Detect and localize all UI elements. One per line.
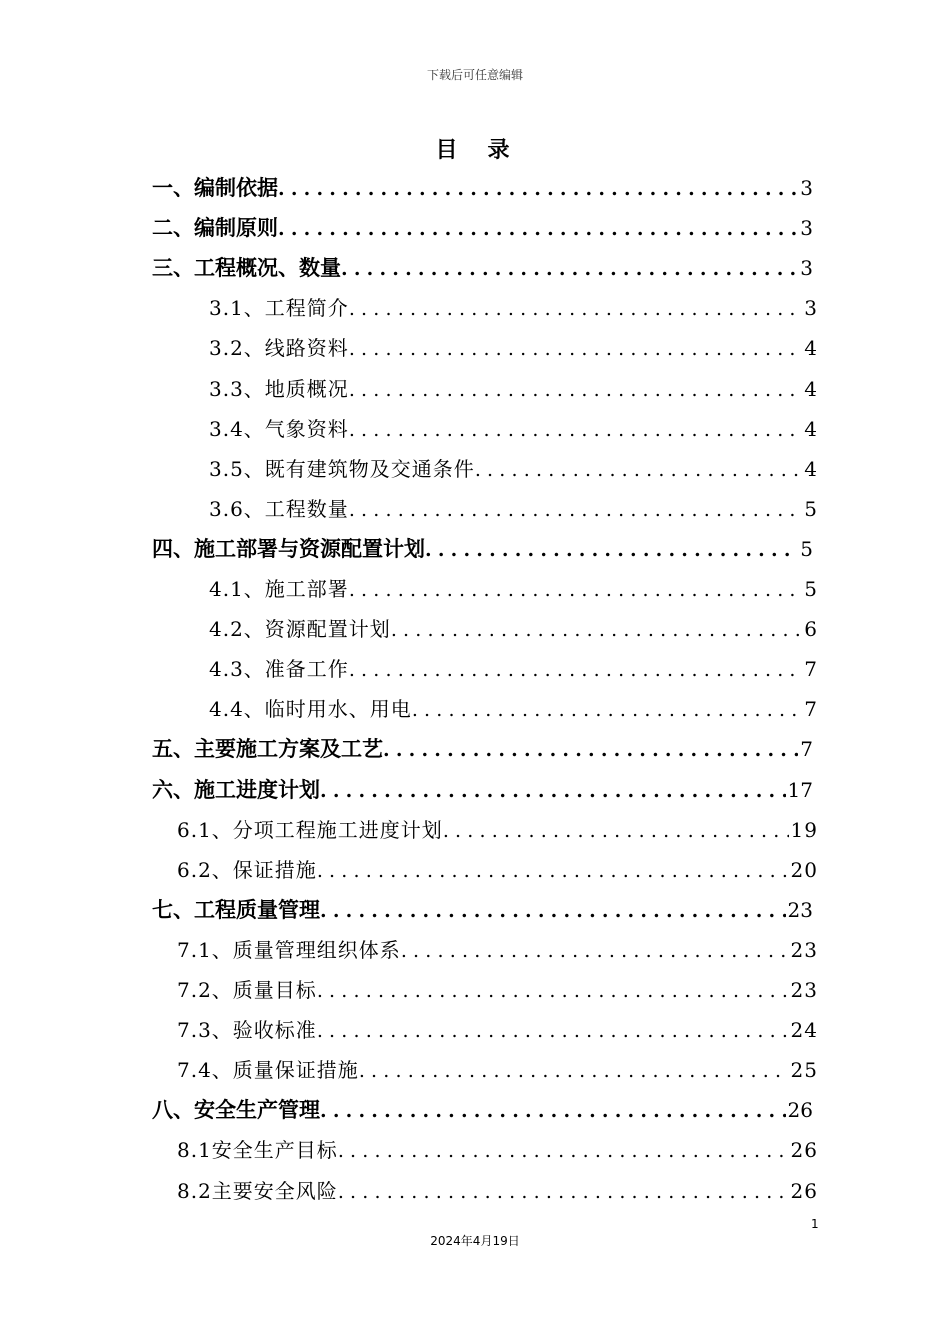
toc-leader-dots (349, 289, 802, 328)
toc-entry-label: 3.4、气象资料 (209, 416, 349, 441)
toc-entry-label: 7.2、质量目标 (177, 978, 317, 1002)
toc-entry-page: 25 (790, 1058, 818, 1083)
toc-entry-page: 4 (804, 456, 818, 481)
toc-entry-label: 8.2主要安全风险 (177, 1178, 338, 1203)
toc-entry-page: 5 (800, 536, 813, 561)
toc-entry-page: 4 (804, 416, 818, 441)
toc-entry-page: 3 (800, 176, 813, 200)
toc-leader-dots (359, 1051, 789, 1090)
toc-entry[interactable] (177, 970, 818, 1010)
toc-leader-dots (443, 811, 789, 850)
toc-entry[interactable] (177, 810, 818, 850)
toc-entry-page: 4 (804, 376, 818, 401)
toc-entry-label: 3.6、工程数量 (209, 496, 349, 521)
toc-leader-dots (391, 610, 802, 649)
toc-entry-label: 4.3、准备工作 (209, 657, 349, 682)
toc-entry[interactable] (152, 168, 813, 208)
toc-entry-label: 8.1安全生产目标 (177, 1138, 338, 1163)
page-number: 1 (811, 1217, 819, 1231)
toc-leader-dots (338, 1131, 789, 1170)
toc-leader-dots (317, 971, 789, 1010)
toc-entry-label: 一、编制依据 (152, 175, 278, 200)
toc-entry[interactable] (177, 850, 818, 890)
toc-entry-label: 7.1、质量管理组织体系 (177, 937, 401, 962)
toc-entry-page: 26 (790, 1138, 818, 1163)
toc-entry-page: 7 (800, 737, 813, 762)
toc-entry-label: 4.2、资源配置计划 (209, 617, 391, 642)
toc-entry[interactable] (209, 409, 818, 449)
toc-leader-dots (317, 1011, 789, 1050)
toc-leader-dots (425, 530, 798, 569)
toc-entry-label: 3.2、线路资料 (209, 336, 349, 361)
toc-entry[interactable] (209, 369, 818, 409)
toc-entry-label: 八、安全生产管理 (152, 1097, 320, 1123)
toc-entry-page: 5 (804, 577, 818, 601)
toc-entry-label: 3.5、既有建筑物及交通条件 (209, 456, 475, 481)
toc-entry[interactable] (209, 609, 818, 649)
toc-leader-dots (349, 370, 802, 409)
toc-entry-page: 26 (787, 1098, 813, 1123)
toc-entry[interactable] (209, 489, 818, 529)
toc-entry-label: 7.4、质量保证措施 (177, 1058, 359, 1083)
toc-leader-dots (412, 690, 802, 729)
toc-entry-page: 17 (787, 777, 813, 802)
toc-entry[interactable] (209, 288, 818, 328)
toc-entry-label: 四、施工部署与资源配置计划 (152, 535, 425, 561)
toc-entry-page: 24 (790, 1018, 818, 1043)
toc-entry-page: 23 (790, 978, 818, 1002)
toc-entry-page: 26 (790, 1178, 818, 1203)
toc-leader-dots (278, 209, 798, 248)
toc-entry[interactable] (177, 930, 818, 970)
toc-entry-page: 19 (790, 817, 818, 842)
toc-leader-dots (341, 249, 798, 288)
toc-entry-label: 6.2、保证措施 (177, 857, 317, 882)
toc-entry[interactable] (152, 248, 813, 288)
toc-entry-page: 3 (800, 256, 813, 281)
toc-entry-label: 六、施工进度计划 (152, 776, 320, 802)
toc-entry[interactable] (209, 689, 818, 729)
toc-entry[interactable] (209, 649, 818, 689)
toc-entry[interactable] (177, 1010, 818, 1050)
toc-entry-page: 3 (804, 296, 818, 321)
footer-date: 2024年4月19日 (430, 1234, 520, 1248)
toc-entry-label: 五、主要施工方案及工艺 (152, 736, 383, 762)
toc-entry-label: 4.1、施工部署 (209, 577, 349, 601)
toc-entry-label: 4.4、临时用水、用电 (209, 697, 412, 722)
toc-leader-dots (349, 650, 802, 689)
toc-leader-dots (320, 891, 786, 930)
toc-entry[interactable] (177, 1050, 818, 1090)
toc-entry[interactable] (209, 328, 818, 368)
toc-leader-dots (320, 1091, 786, 1130)
toc-entry[interactable] (209, 569, 818, 609)
page-header: 下载后可任意编辑 (426, 68, 523, 82)
toc-leader-dots (278, 169, 798, 208)
toc-entry-label: 7.3、验收标准 (177, 1018, 317, 1043)
toc-entry[interactable] (177, 1171, 818, 1211)
toc-leader-dots (338, 1172, 789, 1211)
toc-entry-page: 23 (790, 937, 818, 962)
toc-leader-dots (349, 329, 802, 368)
toc-entry-page: 7 (804, 657, 818, 682)
toc-entry-page: 6 (804, 617, 818, 642)
toc-entry-label: 三、工程概况、数量 (152, 255, 341, 281)
toc-leader-dots (349, 570, 802, 609)
toc-leader-dots (349, 410, 802, 449)
toc-entry-page: 7 (804, 697, 818, 722)
toc-entry[interactable] (152, 208, 813, 248)
toc-leader-dots (475, 450, 802, 489)
toc-entry-label: 七、工程质量管理 (152, 896, 320, 922)
toc-entry[interactable] (209, 449, 818, 489)
toc-leader-dots (349, 490, 802, 529)
toc-entry[interactable] (152, 529, 813, 569)
toc-entry[interactable] (152, 729, 813, 769)
toc-entry-page: 5 (804, 496, 818, 521)
toc-leader-dots (317, 851, 789, 890)
toc-entry-page: 4 (804, 336, 818, 361)
toc-entry-page: 3 (800, 216, 813, 241)
toc-leader-dots (401, 931, 789, 970)
toc-entry-label: 3.3、地质概况 (209, 376, 349, 401)
toc-title: 目录 (435, 137, 540, 163)
toc-entry[interactable] (152, 1090, 813, 1130)
toc-entry[interactable] (177, 1130, 818, 1170)
toc-leader-dots (383, 730, 798, 769)
toc-entry[interactable] (152, 770, 813, 810)
toc-entry-label: 二、编制原则 (152, 215, 278, 241)
toc-entry-label: 3.1、工程简介 (209, 296, 349, 321)
toc-entry[interactable] (152, 890, 813, 930)
toc-entry-page: 20 (790, 857, 818, 882)
toc-entry-label: 6.1、分项工程施工进度计划 (177, 817, 443, 842)
toc-leader-dots (320, 771, 786, 810)
toc-entry-page: 23 (787, 897, 813, 922)
